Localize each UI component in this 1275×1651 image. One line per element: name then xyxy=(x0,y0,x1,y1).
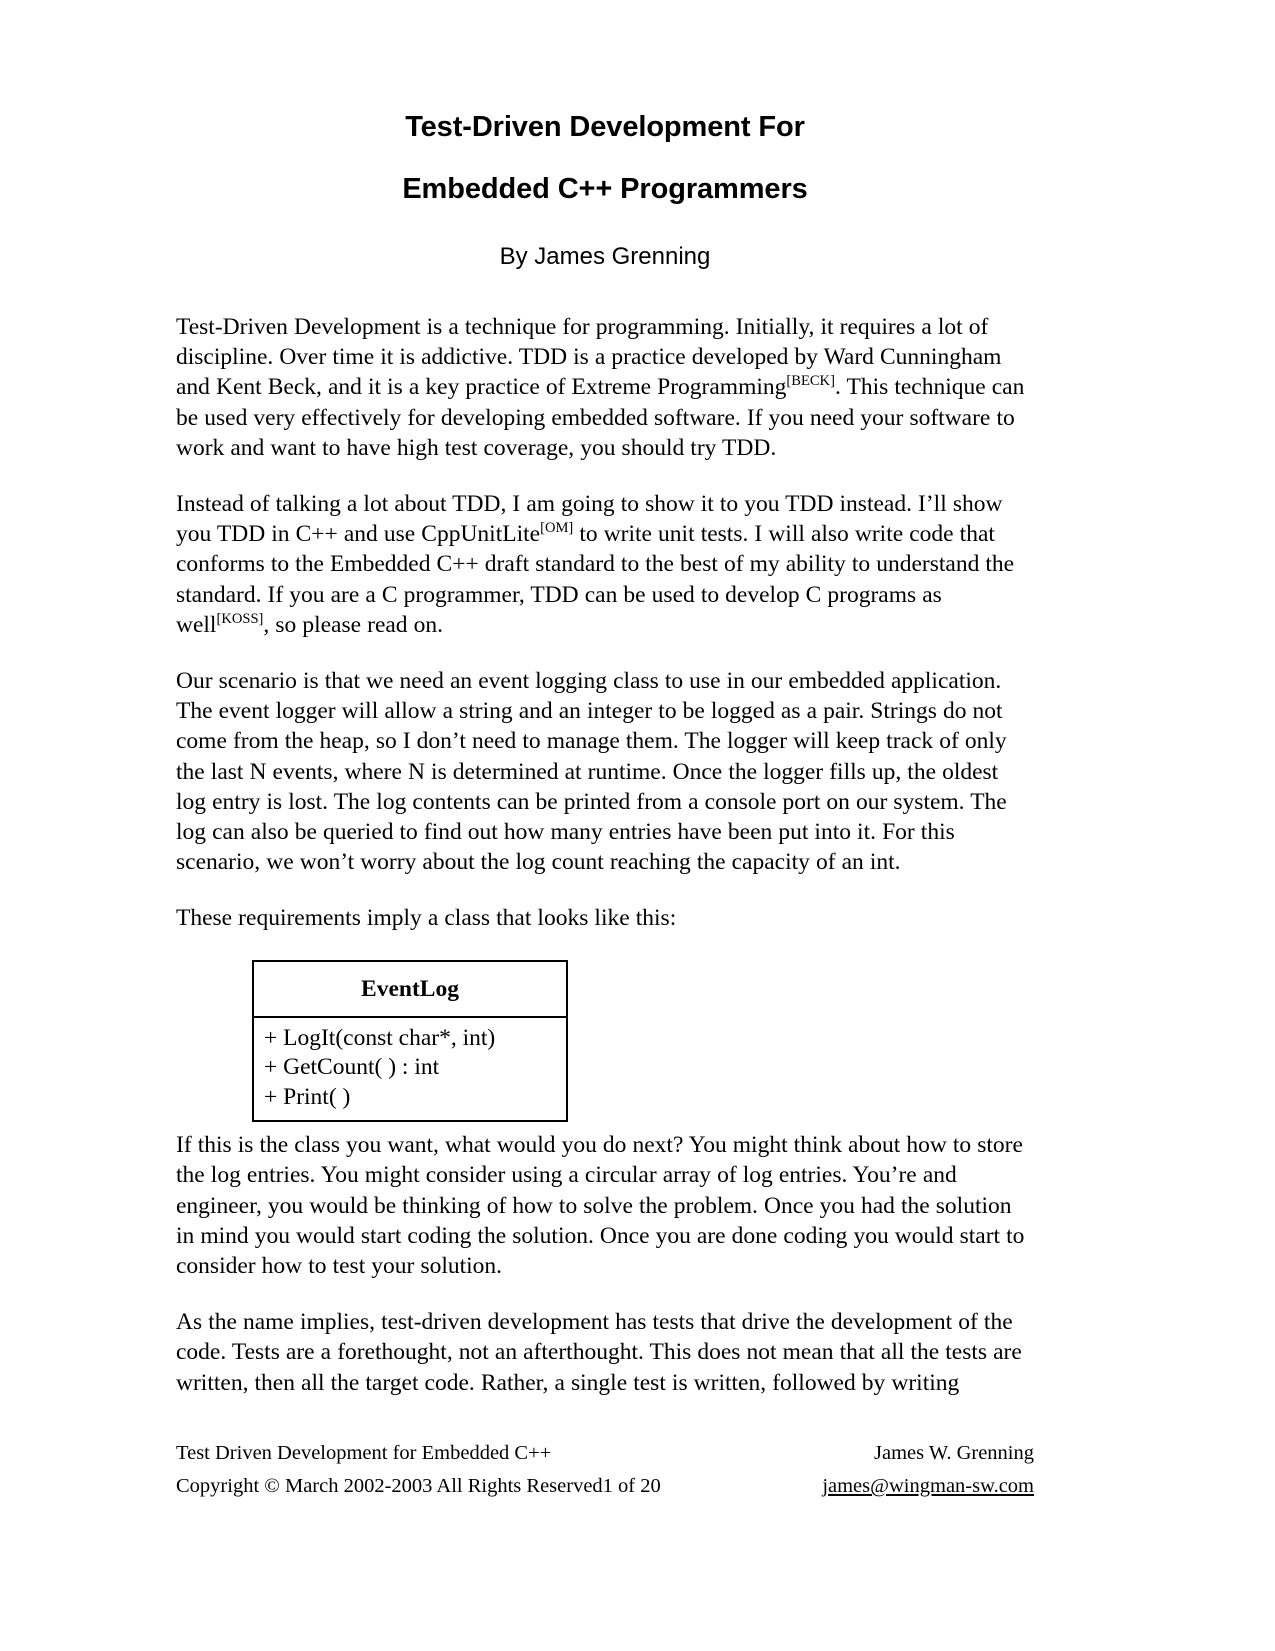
uml-operation-getcount: + GetCount( ) : int xyxy=(264,1054,440,1081)
paragraph-intro xyxy=(176,312,1034,463)
paragraph-scenario: Our scenario is that we need an event logging class to use in our embedded application. The event logger will allow a string and an integer to be logged as a pair. Strings do not come from the heap, so I don’t need to manage them. The logger will keep track of only the last N events, where N is determined at runtime. Once the logger fills up, the oldest log entry is lost. The log contents can be printed from a console port on our system. The log can also be queried to find out how many entries have been put into it. For this scenario, we won’t worry about the log count reaching the capacity of an int. xyxy=(176,668,1007,876)
page-footer xyxy=(176,1437,1034,1503)
uml-class-box xyxy=(252,960,568,1123)
paragraph-next-steps: If this is the class you want, what would you do next? You might think about how to store the log entries. You might consider using a circular array of log entries. You’re and engineer, you would be thinking of how to solve the problem. Once you had the solution in mind you would start coding the solution. Once you are done coding you would start to consider how to test your solution. xyxy=(176,1132,1025,1279)
paragraph-tests-drive: As the name implies, test-driven development has tests that drive the development of the code. Tests are a forethought, not an afterthought. This does not mean that all the tests are written, then all the target code. Rather, a single test is written, followed by writing xyxy=(176,1309,1022,1396)
footer-email-link[interactable]: james@wingman-sw.com xyxy=(822,1475,1034,1497)
citation-koss: [KOSS] xyxy=(216,611,264,627)
page-title-line-1: Test-Driven Development For xyxy=(405,111,805,143)
footer-copyright: Copyright © March 2002-2003 All Rights Reserved1 of 20 xyxy=(176,1475,661,1497)
document-body xyxy=(176,312,1034,1398)
uml-class-name: EventLog xyxy=(254,962,566,1018)
footer-document-title: Test Driven Development for Embedded C++ xyxy=(176,1442,552,1464)
paragraph-text: Instead of talking a lot about TDD, I am going to show it to you TDD instead. I’ll show you TDD in C++ and use CppUnitLite xyxy=(176,491,1003,548)
footer-row-1 xyxy=(176,1437,1034,1470)
citation-beck: [BECK] xyxy=(786,373,835,390)
footer-row-2 xyxy=(176,1470,1034,1503)
paragraph-text: . This technique can be used very effectively for developing embedded software. If you need your software to work and want to have high test coverage, you should try TDD. xyxy=(176,374,1025,461)
paragraph-text: Test-Driven Development is a technique for programming. Initially, it requires a lot of discipline. Over time it is addictive. TDD is a practice developed by Ward Cunningham and Kent Beck, and it is a key practice of Extreme Programming xyxy=(176,314,1002,401)
page-title-line-2: Embedded C++ Programmers xyxy=(402,173,808,205)
uml-operations-compartment xyxy=(254,1018,566,1121)
uml-operation-print: + Print( ) xyxy=(264,1083,351,1110)
uml-operation-logit: + LogIt(const char*, int) xyxy=(264,1024,496,1051)
author-byline: By James Grenning xyxy=(499,243,711,270)
paragraph-class-lead-in: These requirements imply a class that looks like this: xyxy=(176,905,677,932)
paragraph-text: , so please read on. xyxy=(263,611,444,638)
page-content xyxy=(176,0,1034,1424)
citation-om: [OM] xyxy=(540,520,574,537)
document-title-block xyxy=(176,0,1034,220)
uml-class-diagram xyxy=(176,960,1034,1123)
paragraph-approach xyxy=(176,489,1034,640)
paragraph-text: to write unit tests. I will also write code that conforms to the Embedded C++ draft standard to the best of my ability to understand the standard. If you are a C programmer, TDD can be used to develop C programs as well xyxy=(176,521,1015,638)
footer-author: James W. Grenning xyxy=(874,1442,1034,1464)
